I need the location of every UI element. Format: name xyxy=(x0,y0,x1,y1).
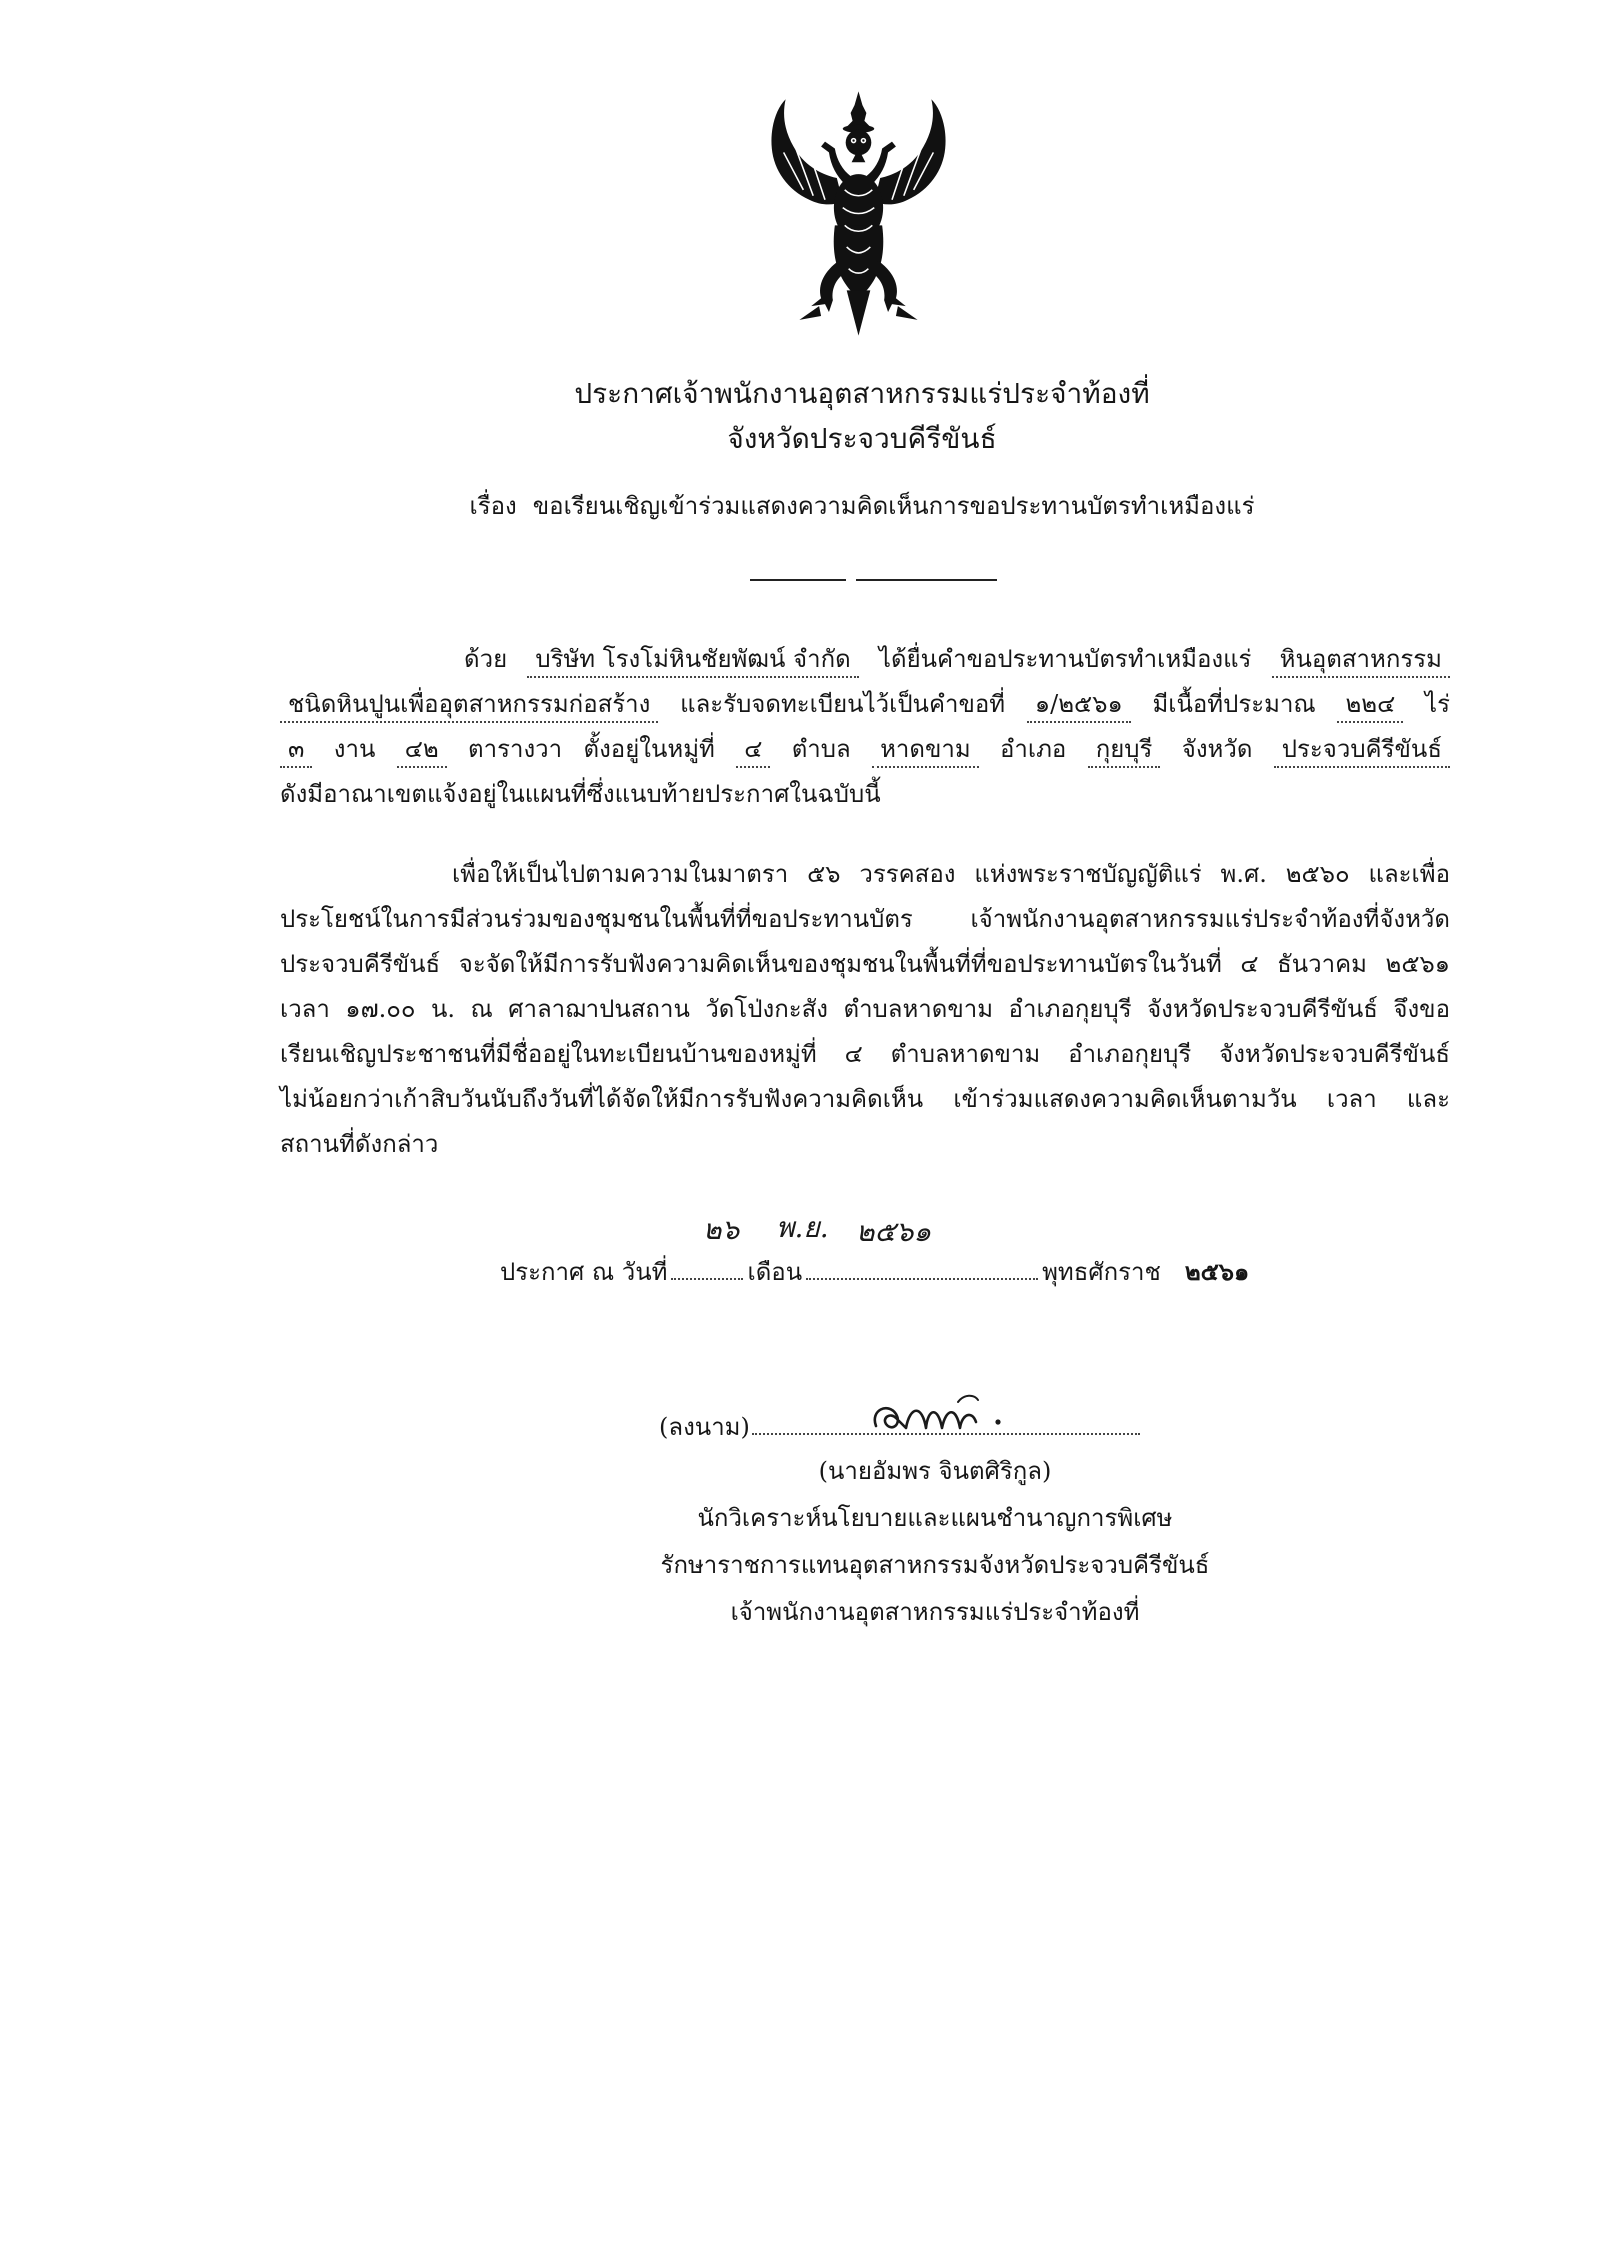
date-line xyxy=(500,1249,1249,1295)
subject-line xyxy=(262,484,1462,528)
invitation-line-1: เพื่อให้เป็นไปตามความในมาตรา ๕๖ วรรคสอง แห่งพระราชบัญญัติแร่ พ.ศ. ๒๕๖๐ และเพื่อ xyxy=(452,860,1450,888)
title-line-1: ประกาศเจ้าพนักงานอุตสาหกรรมแร่ประจำท้องที่ xyxy=(574,377,1150,410)
invitation-line-2: ประโยชน์ในการมีส่วนร่วมของชุมชนในพื้นที่ที่ขอประทานบัตร เจ้าพนักงานอุตสาหกรรมแร่ประจำท้องที่จังหวัด xyxy=(280,905,1450,933)
invitation-paragraph xyxy=(280,852,1450,1167)
area-ngan-field: ๓ xyxy=(280,732,312,768)
application-text: ได้ยื่นคำขอประทานบัตรทำเหมืองแร่ xyxy=(878,645,1252,673)
mineral-field: หินอุตสาหกรรม xyxy=(1272,642,1450,678)
divider-right xyxy=(856,579,997,581)
announcement-line-1 xyxy=(280,637,1450,682)
amphoe-field: กุยบุรี xyxy=(1088,732,1161,768)
day-blank xyxy=(671,1260,743,1280)
unit-wa: ตารางวา xyxy=(468,735,563,763)
registration-text: และรับจดทะเบียนไว้เป็นคำขอที่ xyxy=(680,690,1006,718)
invitation-line-7: สถานที่ดังกล่าว xyxy=(280,1130,439,1158)
moo-field: ๔ xyxy=(736,732,770,768)
signature-line xyxy=(659,1405,1144,1450)
subject-text: ขอเรียนเชิญเข้าร่วมแสดงความคิดเห็นการขอประทานบัตรทำเหมืองแร่ xyxy=(532,492,1255,520)
unit-ngan: งาน xyxy=(333,735,376,763)
month-label: เดือน xyxy=(747,1258,803,1286)
invitation-line-6: ไม่น้อยกว่าเก้าสิบวันนับถึงวันที่ได้จัดให้มีการรับฟังความคิดเห็น เข้าร่วมแสดงความคิดเห็นตามวัน เวลา และ xyxy=(280,1085,1450,1113)
location-text: ตั้งอยู่ในหมู่ที่ xyxy=(583,735,715,763)
signatory-position: นักวิเคราะห์นโยบายและแผนชำนาญการพิเศษ xyxy=(697,1504,1173,1532)
announcement-line-3 xyxy=(280,727,1450,772)
invitation-line-5: เรียนเชิญประชาชนที่มีชื่ออยู่ในทะเบียนบ้านของหมู่ที่ ๔ ตำบลหาดขาม อำเภอกุยบุรี จังหวัดประจวบคีรีขันธ์ xyxy=(280,1040,1450,1068)
announcement-line-4: ดังมีอาณาเขตแจ้งอยู่ในแผนที่ซึ่งแนบท้ายประกาศในฉบับนี้ xyxy=(280,780,881,808)
area-wa-field: ๔๒ xyxy=(397,732,447,768)
company-field: บริษัท โรงโม่หินชัยพัฒน์ จำกัด xyxy=(527,642,858,678)
month-blank xyxy=(806,1260,1038,1280)
prefix-text: ด้วย xyxy=(464,645,508,673)
announcement-paragraph xyxy=(280,637,1450,817)
garuda-emblem xyxy=(760,87,957,340)
changwat-field: ประจวบคีรีขันธ์ xyxy=(1274,732,1450,768)
handwritten-day: ๒๖ xyxy=(703,1213,740,1246)
signature-blank xyxy=(752,1415,1140,1435)
tambon-field: หาดขาม xyxy=(872,732,979,768)
signatory-acting: รักษาราชการแทนอุตสาหกรรมจังหวัดประจวบคีรีขันธ์ xyxy=(660,1551,1210,1579)
mineral-type-field: ชนิดหินปูนเพื่ออุตสาหกรรมก่อสร้าง xyxy=(280,687,658,723)
handwritten-year: ๒๕๖๑ xyxy=(856,1215,932,1248)
tambon-label: ตำบล xyxy=(791,735,851,763)
document-body xyxy=(280,637,1450,1167)
changwat-label: จังหวัด xyxy=(1181,735,1253,763)
unit-rai: ไร่ xyxy=(1425,690,1451,718)
signature-label: (ลงนาม) xyxy=(659,1413,750,1441)
announcement-line-2 xyxy=(280,682,1450,727)
divider-left xyxy=(750,579,846,581)
date-label: ประกาศ ณ วันที่ xyxy=(500,1258,668,1286)
handwritten-month: พ.ย. xyxy=(776,1211,829,1244)
signatory-office: เจ้าพนักงานอุตสาหกรรมแร่ประจำท้องที่ xyxy=(730,1598,1140,1626)
invitation-line-4: เวลา ๑๗.๐๐ น. ณ ศาลาฌาปนสถาน วัดโป่งกะสัง ตำบลหาดขาม อำเภอกุยบุรี จังหวัดประจวบคีรีขันธ์ จึงขอ xyxy=(280,995,1450,1023)
subject-label: เรื่อง xyxy=(469,492,517,520)
area-text: มีเนื้อที่ประมาณ xyxy=(1152,690,1316,718)
signatory-name: (นายอัมพร จินตศิริกูล) xyxy=(818,1457,1052,1485)
request-number-field: ๑/๒๕๖๑ xyxy=(1027,687,1131,723)
invitation-line-3: ประจวบคีรีขันธ์ จะจัดให้มีการรับฟังความคิดเห็นของชุมชนในพื้นที่ที่ขอประทานบัตรในวันที่ ๔ ธันวาคม ๒๕๖๑ xyxy=(280,950,1450,978)
year-label: พุทธศักราช xyxy=(1042,1258,1161,1286)
title-line-2: จังหวัดประจวบคีรีขันธ์ xyxy=(727,422,997,455)
area-rai-field: ๒๒๔ xyxy=(1337,687,1403,723)
year-value: ๒๕๖๑ xyxy=(1184,1257,1250,1286)
amphoe-label: อำเภอ xyxy=(1000,735,1067,763)
signatory-block xyxy=(640,1448,1230,1636)
